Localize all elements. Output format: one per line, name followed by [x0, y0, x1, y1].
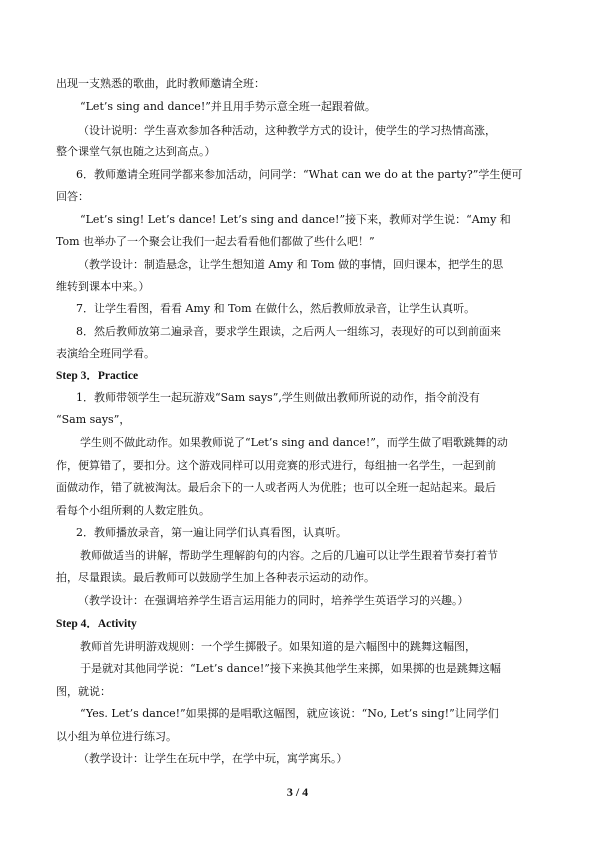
- text-line: （教学设计：在强调培养学生语言运用能力的同时，培养学生英语学习的兴趣。）: [78, 594, 469, 607]
- text-line: （教学设计：制造悬念，让学生想知道 Amy 和 Tom 做的事情，回归课本，把学生的思: [78, 258, 504, 271]
- page-number: 3 / 4: [286, 785, 309, 799]
- text-line: 1．教师带领学生一起玩游戏“Sam says”,学生则做出教师所说的动作，指令前没有: [76, 391, 480, 404]
- text-line: 图，就说：: [56, 685, 111, 698]
- text-line: “Yes. Let’s dance!”如果掷的是唱歌这幅图，就应该说：“No, Let’s sing!”让同学们: [80, 707, 499, 720]
- text-line: 7．让学生看图，看看 Amy 和 Tom 在做什么，然后教师放录音，让学生认真听。: [76, 302, 476, 315]
- text-line: 表演给全班同学看。: [56, 347, 155, 360]
- text-line: 学生则不做此动作。如果教师说了“Let’s sing and dance!”，而学生做了唱歌跳舞的动: [80, 436, 508, 449]
- text-line: 面做动作，错了就被淘汰。最后余下的一人或者两人为优胜；也可以全班一起站起来。最后: [56, 481, 496, 494]
- text-line: “Sam says”，: [56, 413, 131, 426]
- text-line: 出现一支熟悉的歌曲，此时教师邀请全班：: [56, 77, 265, 90]
- text-line: 于是就对其他同学说：“Let’s dance!”接下来换其他学生来掷，如果掷的也是跳舞这幅: [80, 662, 501, 675]
- text-line: 教师做适当的讲解，帮助学生理解韵句的内容。之后的几遍可以让学生跟着节奏打着节: [80, 549, 498, 562]
- text-line: 作，便算错了，要扣分。这个游戏同样可以用竞赛的形式进行，每组抽一名学生，一起到前: [56, 459, 496, 472]
- text-line: 拍，尽量跟读。最后教师可以鼓励学生加上各种表示运动的动作。: [56, 571, 375, 584]
- text-line: 看每个小组所剩的人数定胜负。: [56, 504, 210, 517]
- text-line: 教师首先讲明游戏规则：一个学生掷骰子。如果知道的是六幅图中的跳舞这幅图，: [80, 640, 476, 653]
- text-line: 2．教师播放录音，第一遍让同学们认真看图，认真听。: [76, 526, 347, 539]
- section-heading: Step 4．Activity: [56, 618, 137, 630]
- text-line: “Let’s sing! Let’s dance! Let’s sing and dance!”接下来，教师对学生说：“Amy 和: [80, 213, 511, 226]
- text-line: “Let’s sing and dance!”并且用手势示意全班一起跟着做。: [80, 100, 376, 113]
- text-line: 维转到课本中来。）: [56, 280, 150, 293]
- text-line: 回答：: [56, 190, 89, 203]
- text-line: Tom 也举办了一个聚会让我们一起去看看他们都做了些什么吧！”: [56, 235, 375, 248]
- section-heading: Step 3．Practice: [56, 370, 139, 382]
- text-line: （教学设计：让学生在玩中学，在学中玩，寓学寓乐。）: [78, 752, 348, 765]
- text-line: （设计说明：学生喜欢参加各种活动，这种教学方式的设计，使学生的学习热情高涨，: [78, 124, 496, 137]
- text-line: 8．然后教师放第二遍录音，要求学生跟读，之后两人一组练习，表现好的可以到前面来: [76, 325, 501, 338]
- text-line: 整个课堂气氛也随之达到高点。）: [56, 145, 216, 158]
- text-line: 6．教师邀请全班同学都来参加活动，问同学：“What can we do at the party?”学生便可: [76, 168, 523, 181]
- text-line: 以小组为单位进行练习。: [56, 730, 177, 743]
